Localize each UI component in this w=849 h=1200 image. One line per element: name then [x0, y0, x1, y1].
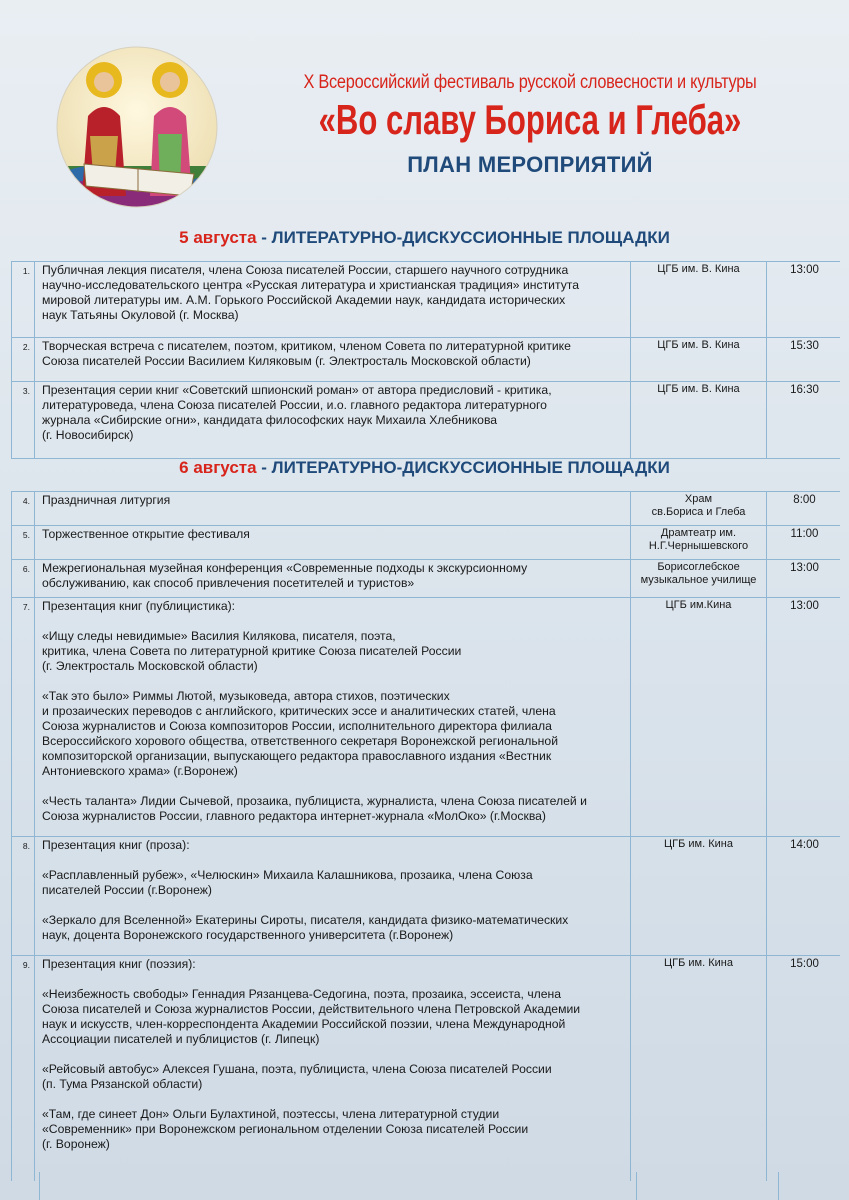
festival-name: «Во славу Бориса и Глеба»: [318, 96, 742, 143]
day-heading-2: [0, 458, 849, 478]
event-venue: Борисоглебское музыкальное училище: [631, 560, 767, 598]
day-date: 6 августа: [179, 458, 257, 477]
event-description: [35, 837, 631, 956]
event-number: 7.: [12, 598, 35, 837]
description-line: Презентация книг (проза):: [42, 838, 190, 852]
description-line: Союза журналистов и Союза композиторов России, исполнительного директора филиала: [42, 719, 552, 733]
description-line: (п. Тума Рязанской области): [42, 1077, 203, 1091]
table-row: [12, 526, 841, 560]
event-venue: ЦГБ им. Кина: [631, 956, 767, 1181]
watermark-decoration: ​: [608, 141, 632, 245]
description-line: «Ищу следы невидимые» Василия Килякова, писателя, поэта,: [42, 629, 396, 643]
event-number: 1.: [12, 262, 35, 338]
description-paragraph: [42, 689, 625, 779]
event-number: 6.: [12, 560, 35, 598]
description-paragraph: [42, 527, 625, 542]
table-border-line: [39, 1172, 40, 1200]
event-number: 2.: [12, 338, 35, 382]
description-paragraph: [42, 599, 625, 614]
event-venue: ЦГБ им. В. Кина: [631, 338, 767, 382]
schedule-table-day2: [11, 491, 840, 1181]
description-line: Презентация книг (публицистика):: [42, 599, 236, 613]
description-paragraph: [42, 987, 625, 1047]
description-line: Праздничная литургия: [42, 493, 171, 507]
description-paragraph: [42, 339, 625, 369]
event-venue: ЦГБ им. В. Кина: [631, 382, 767, 459]
plan-title: ПЛАН МЕРОПРИЯТИЙ: [407, 152, 653, 177]
description-paragraph: [42, 957, 625, 972]
description-line: «Так это было» Риммы Лютой, музыковеда, автора стихов, поэтических: [42, 689, 450, 703]
description-line: композиторской организации, выпускающего редактора православного издания «Вестник: [42, 749, 552, 763]
day-title: - ЛИТЕРАТУРНО-ДИСКУССИОННЫЕ ПЛОЩАДКИ: [256, 458, 670, 477]
table-row: [12, 560, 841, 598]
event-description: [35, 382, 631, 459]
table-row: [12, 382, 841, 459]
event-number: 8.: [12, 837, 35, 956]
event-time: 11:00: [767, 526, 841, 560]
table-row: [12, 492, 841, 526]
event-time: 15:00: [767, 956, 841, 1181]
table-row: [12, 338, 841, 382]
table-border-line: [636, 1172, 637, 1200]
description-line: литературоведа, члена Союза писателей России, и.о. главного редактора литературного: [42, 398, 547, 412]
day-title: - ЛИТЕРАТУРНО-ДИСКУССИОННЫЕ ПЛОЩАДКИ: [256, 228, 670, 247]
description-line: Творческая встреча с писателем, поэтом, критиком, членом Совета по литературной критике: [42, 339, 571, 353]
table-row: [12, 956, 841, 1181]
event-venue: ЦГБ им. Кина: [631, 837, 767, 956]
event-description: [35, 492, 631, 526]
event-number: 4.: [12, 492, 35, 526]
description-line: «Честь таланта» Лидии Сычевой, прозаика, публициста, журналиста, члена Союза писателей и: [42, 794, 587, 808]
description-paragraph: [42, 493, 625, 508]
description-line: «Неизбежность свободы» Геннадия Рязанцева-Седогина, поэта, прозаика, эссеиста, члена: [42, 987, 562, 1001]
description-line: наук и искусств, член-корреспондента Академии Российской поэзии, члена Международной: [42, 1017, 566, 1031]
description-line: Публичная лекция писателя, члена Союза писателей России, старшего научного сотрудника: [42, 263, 569, 277]
description-line: журнала «Сибирские огни», кандидата философских наук Михаила Хлебникова: [42, 413, 498, 427]
description-paragraph: [42, 1107, 625, 1152]
event-description: [35, 526, 631, 560]
event-venue: Драмтеатр им. Н.Г.Чернышевского: [631, 526, 767, 560]
description-line: и прозаических переводов с английского, критических эссе и аналитических статей, члена: [42, 704, 556, 718]
description-line: Ассоциации писателей и публицистов (г. Липецк): [42, 1032, 320, 1046]
table-border-line: [778, 1172, 779, 1200]
description-line: наук, доцента Воронежского государственного университета (г.Воронеж): [42, 928, 454, 942]
description-line: (г. Электросталь Московской области): [42, 659, 258, 673]
description-line: научно-исследовательского центра «Русская литература и христианская традиция» института: [42, 278, 580, 292]
schedule-table-day1: [11, 261, 840, 459]
event-time: 15:30: [767, 338, 841, 382]
event-venue: ЦГБ им. В. Кина: [631, 262, 767, 338]
event-time: 8:00: [767, 492, 841, 526]
event-number: 9.: [12, 956, 35, 1181]
description-paragraph: [42, 629, 625, 674]
event-venue: ЦГБ им.Кина: [631, 598, 767, 837]
description-line: Всероссийского хорового общества, ответственного секретаря Воронежской региональной: [42, 734, 559, 748]
description-line: Союза журналистов России, главного редактора интернет-журнала «МолОко» (г.Москва): [42, 809, 546, 823]
description-paragraph: [42, 263, 625, 323]
festival-subtitle: X Всероссийский фестиваль русской словесности и культуры: [303, 72, 757, 93]
description-line: «Зеркало для Вселенной» Екатерины Сироты, писателя, кандидата физико-математических: [42, 913, 569, 927]
description-paragraph: [42, 838, 625, 853]
event-venue: Храм св.Бориса и Глеба: [631, 492, 767, 526]
description-line: мировой литературы им. А.М. Горького Российской Академии наук, кандидата исторических: [42, 293, 566, 307]
event-time: 14:00: [767, 837, 841, 956]
description-paragraph: [42, 1062, 625, 1092]
saints-boris-gleb-icon: [54, 46, 220, 208]
description-line: (г. Новосибирск): [42, 428, 134, 442]
description-paragraph: [42, 561, 625, 591]
event-description: [35, 262, 631, 338]
event-number: 5.: [12, 526, 35, 560]
description-line: критика, члена Совета по литературной критике Союза писателей России: [42, 644, 462, 658]
event-description: [35, 560, 631, 598]
event-time: 13:00: [767, 262, 841, 338]
event-description: [35, 598, 631, 837]
description-paragraph: [42, 868, 625, 898]
day-heading-1: [0, 228, 849, 248]
description-line: Презентация серии книг «Советский шпионский роман» от автора предисловий - критика,: [42, 383, 552, 397]
event-description: [35, 956, 631, 1181]
description-line: Союза писателей и Союза журналистов России, действительного члена Петровской Академии: [42, 1002, 581, 1016]
description-line: Союза писателей России Василием Киляковым (г. Электросталь Московской области): [42, 354, 531, 368]
description-paragraph: [42, 794, 625, 824]
description-line: писателей России (г.Воронеж): [42, 883, 212, 897]
description-line: (г. Воронеж): [42, 1137, 110, 1151]
event-time: 13:00: [767, 560, 841, 598]
festival-header: [240, 72, 820, 178]
table-row: [12, 262, 841, 338]
day-date: 5 августа: [179, 228, 257, 247]
event-time: 13:00: [767, 598, 841, 837]
table-row: [12, 598, 841, 837]
event-time: 16:30: [767, 382, 841, 459]
description-paragraph: [42, 383, 625, 443]
description-line: наук Татьяны Окуловой (г. Москва): [42, 308, 239, 322]
description-line: «Расплавленный рубеж», «Челюскин» Михаила Калашникова, прозаика, члена Союза: [42, 868, 533, 882]
description-line: «Рейсовый автобус» Алексея Гушана, поэта, публициста, члена Союза писателей России: [42, 1062, 552, 1076]
table-row: [12, 837, 841, 956]
description-line: «Там, где синеет Дон» Ольги Булахтиной, поэтессы, члена литературной студии: [42, 1107, 500, 1121]
event-description: [35, 338, 631, 382]
description-line: Торжественное открытие фестиваля: [42, 527, 250, 541]
description-line: «Современник» при Воронежском региональном отделении Союза писателей России: [42, 1122, 529, 1136]
description-line: Презентация книг (поэзия):: [42, 957, 196, 971]
description-paragraph: [42, 913, 625, 943]
description-line: Межрегиональная музейная конференция «Современные подходы к экскурсионному: [42, 561, 528, 575]
event-number: 3.: [12, 382, 35, 459]
description-line: обслуживанию, как способ привлечения посетителей и туристов»: [42, 576, 415, 590]
description-line: Антониевского храма» (г.Воронеж): [42, 764, 238, 778]
